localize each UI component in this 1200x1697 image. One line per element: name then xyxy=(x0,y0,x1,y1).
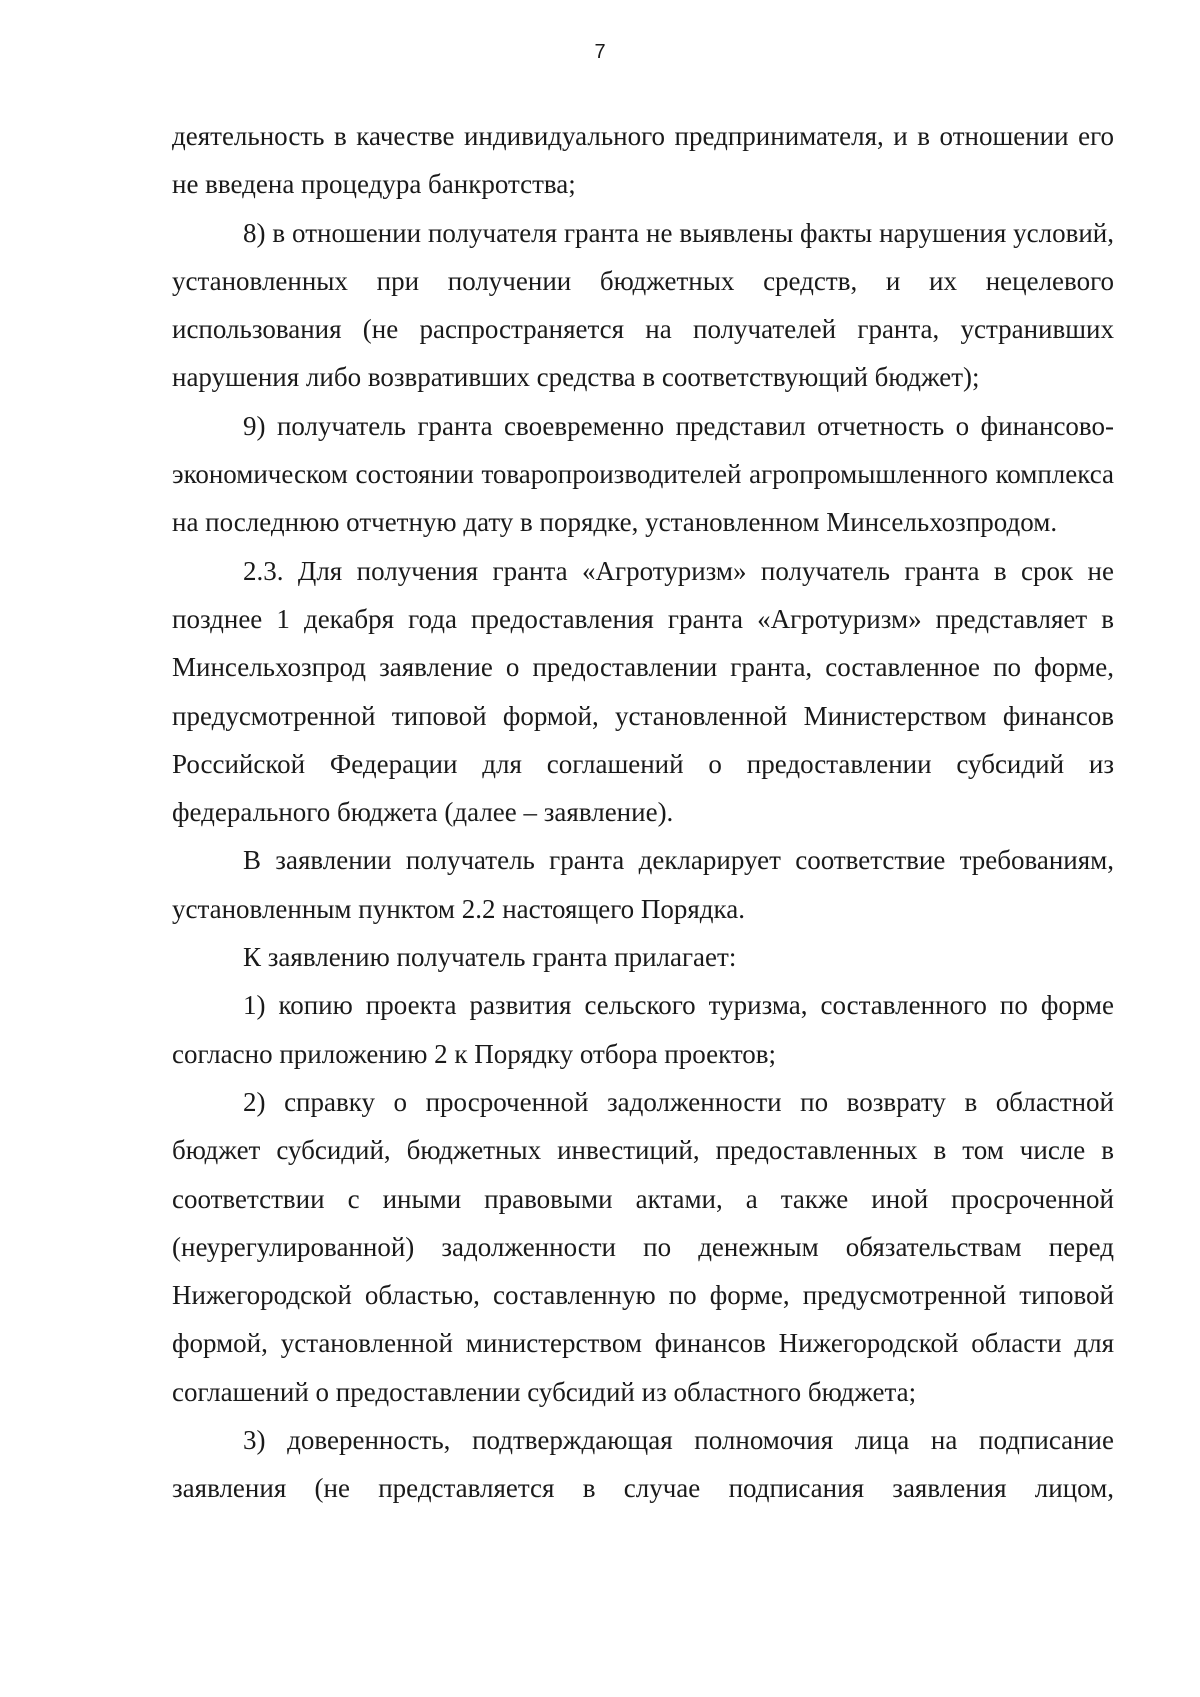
paragraph-attachment-2: 2) справку о просроченной задолженности по возврату в областной бюджет субсидий, бюджетных инвестиций, предоставленных в том числе в соответствии с иными правовыми актами, а также иной просроченной (неурегулированной) задолженности по денежным обязательствам перед Нижегородской областью, составленную по форме, предусмотренной типовой формой, установленной министерством финансов Нижегородской области для соглашений о предоставлении субсидий из областного бюджета; xyxy=(172,1086,1114,1407)
paragraph-attachment-1: 1) копию проекта развития сельского туризма, составленного по форме согласно приложению 2 к Порядку отбора проектов; xyxy=(172,990,1114,1069)
document-body xyxy=(172,112,1114,1513)
paragraph-item-8: 8) в отношении получателя гранта не выявлены факты нарушения условий, установленных при получении бюджетных средств, и их нецелевого использования (не распространяется на получателей гранта, устранивших нарушения либо возвративших средства в соответствующий бюджет); xyxy=(172,217,1114,393)
paragraph-declaration: В заявлении получатель гранта декларирует соответствие требованиям, установленным пунктом 2.2 настоящего Порядка. xyxy=(172,845,1114,924)
page-number: 7 xyxy=(594,41,606,63)
paragraph-continuation: деятельность в качестве индивидуального предпринимателя, и в отношении его не введена процедура банкротства; xyxy=(172,121,1114,200)
paragraph-attachments-intro: К заявлению получатель гранта прилагает: xyxy=(243,942,737,973)
paragraph-attachment-3: 3) доверенность, подтверждающая полномочия лица на подписание заявления (не представляется в случае подписания заявления лицом, xyxy=(172,1425,1114,1504)
paragraph-item-9: 9) получатель гранта своевременно представил отчетность о финансово-экономическом состоянии товаропроизводителей агропромышленного комплекса на последнюю отчетную дату в порядке, установленном Минсельхозпродом. xyxy=(172,410,1114,538)
paragraph-section-2-3: 2.3. Для получения гранта «Агротуризм» получатель гранта в срок не позднее 1 декабря года предоставления гранта «Агротуризм» представляет в Минсельхозпрод заявление о предоставлении гранта, составленное по форме, предусмотренной типовой формой, установленной Министерством финансов Российской Федерации для соглашений о предоставлении субсидий из федерального бюджета (далее – заявление). xyxy=(172,555,1114,828)
